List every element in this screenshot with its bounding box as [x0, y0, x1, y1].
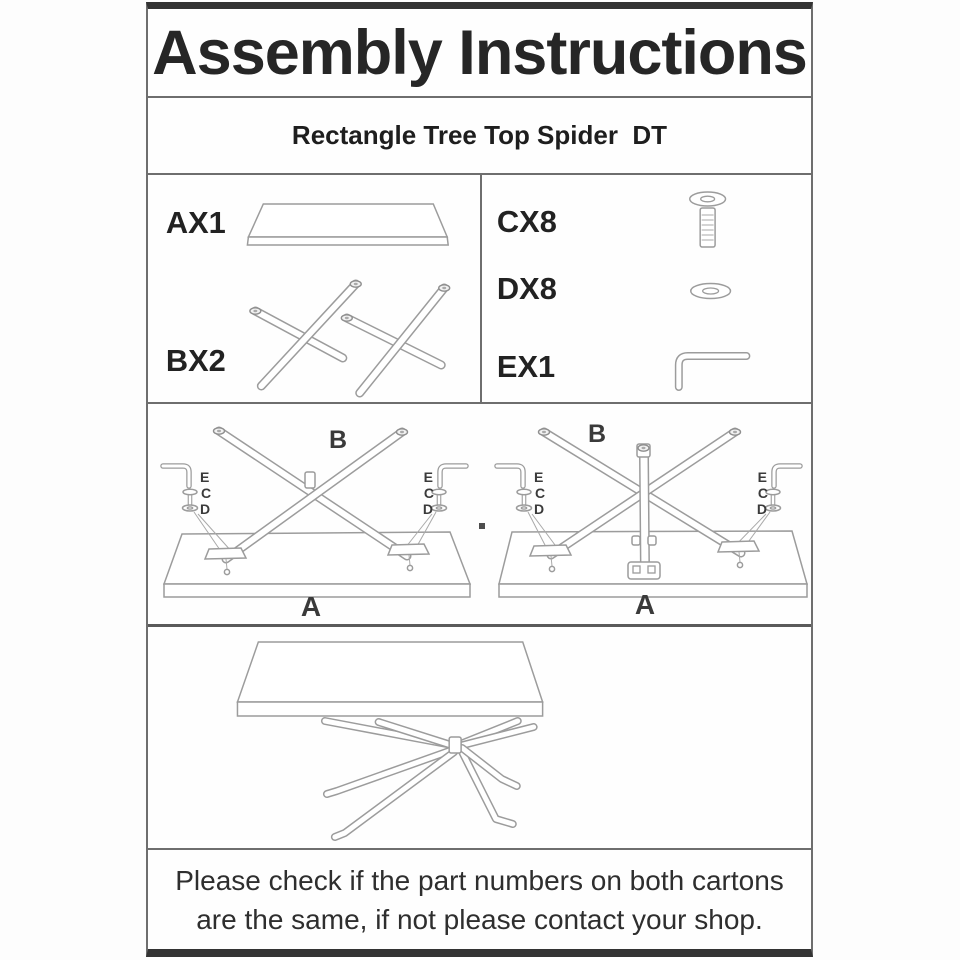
washer-icon — [691, 284, 731, 299]
callout-washer: D — [534, 501, 545, 517]
table-top-icon — [247, 204, 448, 245]
washer-icon — [432, 505, 447, 511]
bolt-icon — [766, 489, 780, 504]
part-code-b: BX2 — [165, 342, 226, 379]
assembly-step-diagram-left — [148, 404, 482, 624]
allen-key-icon — [497, 466, 523, 486]
spider-legs-drawing — [325, 721, 534, 837]
final-assembly-panel — [148, 627, 811, 850]
callout-table-top: A — [634, 589, 656, 620]
parts-panel-left — [148, 175, 482, 402]
footer-line-2: are the same, if not please contact your shop. — [196, 903, 763, 935]
part-code-c: CX8 — [496, 203, 557, 240]
allen-key-icon — [440, 466, 466, 486]
callout-allen-key: E — [757, 469, 767, 485]
print-mark — [479, 523, 485, 529]
callout-washer: D — [422, 501, 433, 517]
allen-key-icon — [163, 466, 189, 486]
parts-panel-right — [482, 175, 813, 402]
leg-frame-icon — [250, 281, 450, 393]
part-code-a: AX1 — [165, 204, 226, 241]
parts-list-section — [148, 175, 811, 404]
callout-table-top: A — [300, 591, 322, 622]
product-name: Rectangle Tree Top Spider DT — [291, 120, 668, 150]
washer-icon — [183, 505, 198, 511]
bolt-icon — [432, 489, 446, 504]
callout-allen-key: E — [534, 469, 544, 485]
assembly-diagrams-section — [148, 404, 811, 627]
allen-key-icon — [679, 356, 747, 387]
callout-bolt: C — [757, 485, 768, 501]
assembled-table-icon — [148, 627, 811, 850]
callout-allen-key: E — [200, 469, 210, 485]
callout-bolt: C — [201, 485, 212, 501]
title-bar — [148, 9, 811, 98]
part-code-d: DX8 — [496, 270, 557, 307]
washer-icon — [517, 505, 532, 511]
bolt-icon — [690, 192, 726, 247]
callout-washer: D — [200, 501, 211, 517]
callout-bolt: C — [423, 485, 434, 501]
callout-bolt: C — [535, 485, 546, 501]
bolt-icon — [183, 489, 197, 504]
bolt-icon — [517, 489, 531, 504]
page-title: Assembly Instructions — [152, 17, 807, 88]
footer-notice — [148, 850, 811, 949]
footer-line-1: Please check if the part numbers on both cartons — [175, 864, 784, 896]
washer-icon — [766, 505, 781, 511]
instruction-sheet — [146, 2, 813, 957]
callout-leg-frame: B — [587, 420, 607, 448]
callout-allen-key: E — [423, 469, 433, 485]
callout-leg-frame: B — [328, 426, 348, 454]
assembly-step-diagram-right — [482, 404, 815, 624]
callout-washer: D — [756, 501, 767, 517]
allen-key-icon — [774, 466, 800, 486]
part-code-e: EX1 — [496, 348, 556, 385]
subtitle-bar — [148, 98, 811, 175]
